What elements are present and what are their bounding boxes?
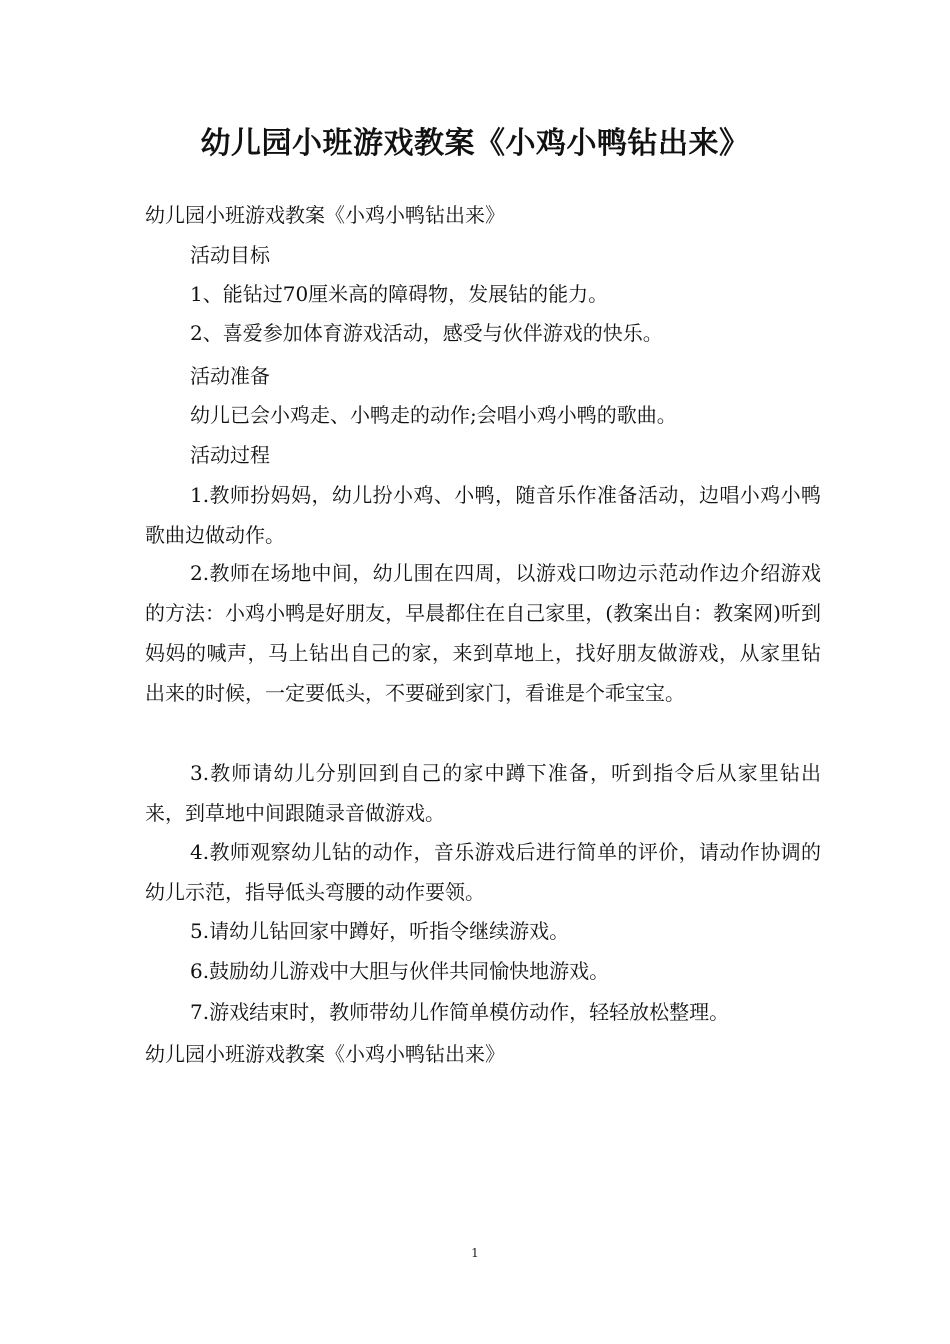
goals-heading: 活动目标 [190,243,270,267]
process-step-4: 4.教师观察幼儿钻的动作，音乐游戏后进行简单的评价，请动作协调的幼儿示范，指导低头弯腰的动作要领。 [145,840,821,904]
process-step-5: 5.请幼儿钻回家中蹲好，听指令继续游戏。 [190,919,570,943]
footer-title-line: 幼儿园小班游戏教案《小鸡小鸭钻出来》 [145,1042,505,1066]
process-heading: 活动过程 [190,443,270,467]
goal-item-2: 2、喜爱参加体育游戏活动，感受与伙伴游戏的快乐。 [190,321,663,345]
document-title: 幼儿园小班游戏教案《小鸡小鸭钻出来》 [200,126,750,161]
process-step-3: 3.教师请幼儿分别回到自己的家中蹲下准备，听到指令后从家里钻出来，到草地中间跟随录音做游戏。 [145,761,821,825]
subtitle-line: 幼儿园小班游戏教案《小鸡小鸭钻出来》 [145,203,505,227]
process-step-7: 7.游戏结束时，教师带幼儿作简单模仿动作，轻轻放松整理。 [190,1000,730,1024]
process-step-1: 1.教师扮妈妈，幼儿扮小鸡、小鸭，随音乐作准备活动，边唱小鸡小鸭歌曲边做动作。 [145,483,821,547]
prep-heading: 活动准备 [190,364,270,388]
process-step-2: 2.教师在场地中间，幼儿围在四周，以游戏口吻边示范动作边介绍游戏的方法：小鸡小鸭是好朋友，早晨都住在自己家里，(教案出自：教案网)听到妈妈的喊声，马上钻出自己的家，来到草地上，找好朋友做游戏，从家里钻出来的时候，一定要低头，不要碰到家门，看谁是个乖宝宝。 [145,561,821,705]
prep-text: 幼儿已会小鸡走、小鸭走的动作;会唱小鸡小鸭的歌曲。 [190,403,677,427]
goal-item-1: 1、能钻过70厘米高的障碍物，发展钻的能力。 [190,282,609,306]
process-step-6: 6.鼓励幼儿游戏中大胆与伙伴共同愉快地游戏。 [190,959,610,983]
page-number: 1 [471,1246,479,1260]
